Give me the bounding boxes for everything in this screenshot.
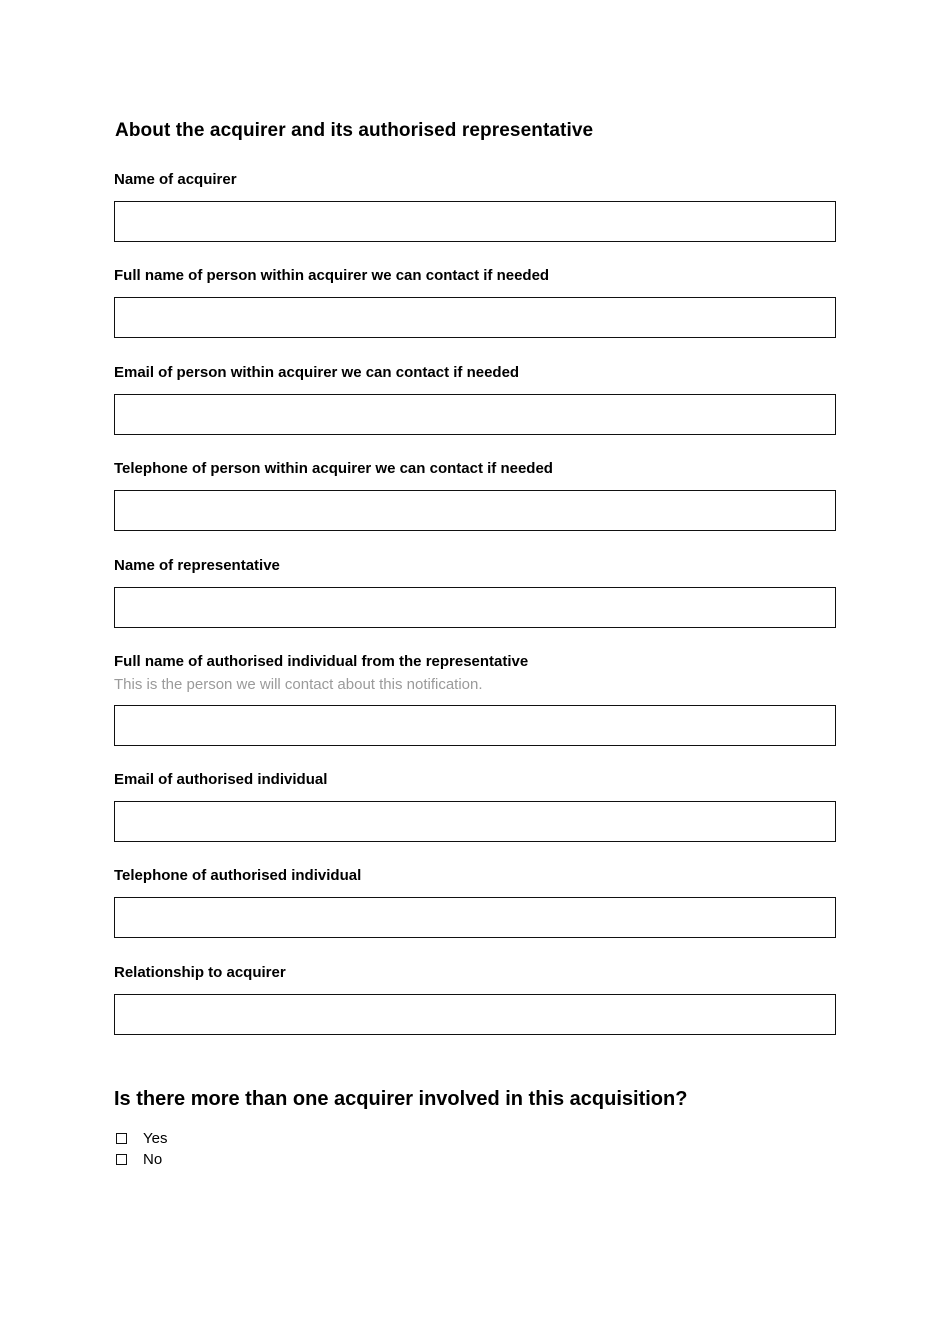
field-label: Name of representative <box>114 557 280 574</box>
option-no[interactable] <box>116 1149 167 1170</box>
field-contact-email <box>114 363 836 383</box>
field-contact-full-name <box>114 266 836 286</box>
authorised-individual-name-input[interactable] <box>114 705 836 746</box>
field-name-of-acquirer <box>114 170 836 190</box>
field-label: Relationship to acquirer <box>114 964 286 981</box>
field-authorised-individual-name <box>114 652 836 695</box>
field-label: Email of person within acquirer we can contact if needed <box>114 364 520 381</box>
contact-email-input[interactable] <box>114 394 836 435</box>
checkbox-icon[interactable] <box>116 1154 127 1165</box>
checkbox-icon[interactable] <box>116 1133 127 1144</box>
field-label: Full name of authorised individual from the representative <box>114 653 529 670</box>
contact-full-name-input[interactable] <box>114 297 836 338</box>
option-yes[interactable] <box>116 1128 167 1149</box>
option-label: No <box>143 1151 163 1168</box>
contact-telephone-input[interactable] <box>114 490 836 531</box>
section-title: About the acquirer and its authorised representative <box>115 120 594 141</box>
relationship-to-acquirer-input[interactable] <box>114 994 836 1035</box>
field-label: Telephone of authorised individual <box>114 867 362 884</box>
field-authorised-individual-email <box>114 770 836 790</box>
field-label: Full name of person within acquirer we can contact if needed <box>114 267 550 284</box>
option-label: Yes <box>143 1130 168 1147</box>
acquirer-count-options <box>116 1128 167 1170</box>
field-authorised-individual-telephone <box>114 866 836 886</box>
question-title: Is there more than one acquirer involved in this acquisition? <box>114 1088 688 1110</box>
name-of-acquirer-input[interactable] <box>114 201 836 242</box>
field-relationship-to-acquirer <box>114 963 836 983</box>
authorised-individual-email-input[interactable] <box>114 801 836 842</box>
field-contact-telephone <box>114 459 836 479</box>
field-hint: This is the person we will contact about this notification. <box>114 676 483 693</box>
field-label: Name of acquirer <box>114 171 237 188</box>
field-label: Telephone of person within acquirer we can contact if needed <box>114 460 553 477</box>
field-label: Email of authorised individual <box>114 771 328 788</box>
authorised-individual-telephone-input[interactable] <box>114 897 836 938</box>
name-of-representative-input[interactable] <box>114 587 836 628</box>
field-name-of-representative <box>114 556 836 576</box>
